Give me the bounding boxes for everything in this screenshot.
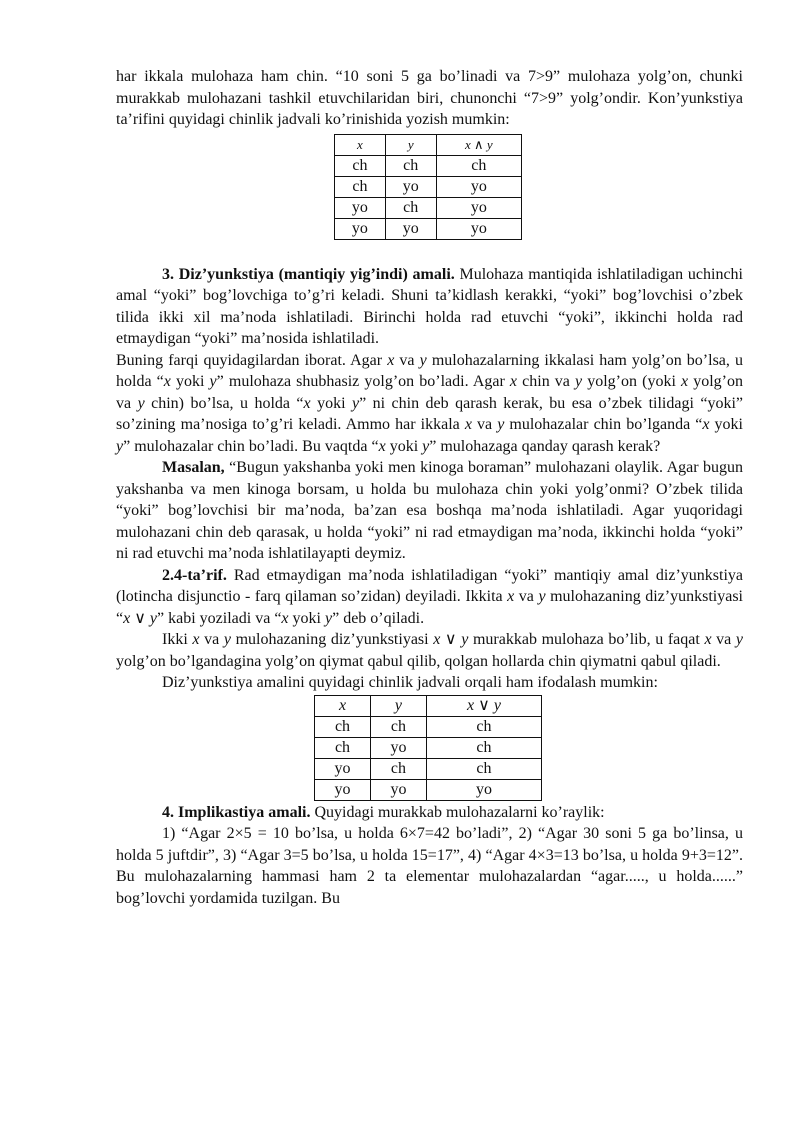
var-y: y [324,609,333,627]
definition-paragraph [116,565,743,630]
table-cell: yo [436,218,521,239]
text: mulohazaning diz’yunkstiyasi “ [116,588,743,627]
text: ” mulohazalar chin bo’ladi. Bu vaqtda “ [123,437,379,455]
table-cell: yo [436,176,521,197]
var-x: x [464,416,472,433]
table-cell: ch [426,758,541,779]
text: chin va [517,373,576,390]
var-x: x [387,351,395,369]
disjunction-explanation [116,629,743,672]
text: chin) bo’lsa, u holda “ [144,394,304,412]
document-page [116,66,743,909]
text: va [394,351,420,369]
table-cell: ch [370,716,426,737]
table-cell: ch [426,737,541,758]
table-cell: ch [335,155,386,176]
text: ” kabi yoziladi va “ [157,609,282,627]
section-3-text: Mulohaza mantiqida ishlatiladigan uchinchi amal “yoki” bog’lovchiga to’g’ri keladi. Shuni ta’kidlash kerakki, “yoki” bog’lovchisi o’zbek tilida ikki xil ma’noda ishlatiladi. Birinchi holda rad etuvchi “yoki”, ikkinchi holda rad etmaydigan “yoki” ma’nosida ishlatiladi. [116,265,743,347]
var-y: y [116,437,124,455]
definition-label: 2.4-ta’rif. [162,566,227,584]
section-4-examples: 1) “Agar 2×5 = 10 bo’lsa, u holda 6×7=42 bo’ladi”, 2) “Agar 30 soni 5 ga bo’linsa, u holda 5 juftdir”, 3) “Agar 3=5 bo’lsa, u holda 15=17”, 4) “Agar 4×3=13 bo’lsa, u holda 9+3=12”. Bu mulohazalarning hammasi ham 2 ta elementar mulohazalardan “agar....., u holda......” bog’lovchi yordamida tuzilgan. Bu [116,825,743,907]
text: yoki [709,416,743,433]
table-header: x ∨ y [426,695,541,716]
text: Ikki [162,631,193,648]
table-header: x [335,134,386,155]
table-cell: ch [335,176,386,197]
text: yolg’on bo’lgandagina yolg’on qiymat qabul qilib, qolgan hollarda chin qiymatni qabul qiladi. [116,652,721,670]
text: ” deb o’qiladi. [332,609,425,627]
text: va [514,588,539,605]
table-cell: ch [385,155,436,176]
text: yolg’on va [116,373,744,412]
table-row [335,176,522,197]
table-cell: yo [315,779,371,800]
section-3-heading: 3. Diz’yunkstiya (mantiqiy yig’indi) amali. [162,265,455,283]
text: mulohazalarning ikkalasi ham yolg’on bo’lsa, u holda “ [116,351,743,390]
text: va [711,631,736,648]
table-row [335,155,522,176]
text: mulohazalar chin bo’lganda “ [504,416,703,433]
table-row [335,218,522,239]
table-cell: yo [426,779,541,800]
var-y: y [422,437,430,455]
var-y: y [497,416,505,433]
var-y: y [352,394,360,412]
disjunction-truth-table [314,695,542,801]
text: yoki [310,394,352,412]
table-header: y [385,134,436,155]
var-x: x [163,373,171,390]
table-cell: ch [426,716,541,737]
var-y: y [419,351,427,369]
var-y: y [223,631,231,648]
table-cell: ch [315,716,371,737]
example-paragraph [116,457,743,565]
text: yolg’on (yoki [582,373,682,390]
section-4-text: Quyidagi murakkab mulohazalarni ko’raylik: [310,803,605,821]
section-4-heading: 4. Implikastiya amali. [162,803,311,821]
table-row [315,737,542,758]
conjunction-truth-table [334,134,522,240]
table-cell: yo [315,758,371,779]
example-text: “Bugun yakshanba yoki men kinoga boraman” mulohazani olaylik. Agar bugun yakshanba va men kinoga borsam, u holda bu mulohaza chin yoki yolg’onmi? O’zbek tilida “yoki” bog’lovchisi bir ma’noda, ba’zan esa boshqa ma’noda ishlatiladi. Agar yuqoridagi mulohazani chin deb qarasak, u holda “yoki” ni rad etmaydigan ma’noda, ikkinchi holda “yoki” ni rad etuvchi ma’noda ishlatilayapti deymiz. [116,459,743,562]
text: mulohazaning diz’yunkstiyasi [230,631,434,648]
table-cell: yo [370,737,426,758]
var-x: x [378,437,386,455]
var-x: x [681,373,689,390]
table-cell: yo [370,779,426,800]
table-row [315,758,542,779]
text: ” mulohaza shubhasiz yolg’on bo’ladi. Agar [216,373,510,390]
section-3-paragraph [116,264,743,350]
paragraph-conjunction-intro: har ikkala mulohaza ham chin. “10 soni 5 ga bo’linadi va 7>9” mulohaza yolg’on, chunki murakkab mulohazani tashkil etuvchilaridan biri, chunonchi “7>9” yolg’ondir. Kon’yunkstiya ta’rifini quyidagi chinlik jadvali ko’rinishida yozish mumkin: [116,68,743,128]
var-y: y [538,588,546,605]
table-cell: yo [436,197,521,218]
var-x: x [303,394,311,412]
text: Rad etmaydigan ma’noda ishlatiladigan “yoki” mantiqiy amal diz’yunkstiya (lotincha disjunctio - farq qilaman so’zidan) deyiladi. Ikkita [116,566,743,605]
table-cell: ch [315,737,371,758]
var-y: y [735,631,744,648]
disjunction-formula: x ∨ y [123,609,158,627]
section-4-paragraph [116,802,743,824]
text: ” ni chin deb qarash kerak, bu esa o’zbek tilidagi “yoki” so’zining ma’nosiga to’g’ri keladi. Ammo har ikkala [116,394,744,433]
table-header: y [370,695,426,716]
text: va [199,631,224,648]
table-cell: yo [335,197,386,218]
text: yoki [288,609,325,627]
paragraph-difference [116,350,743,458]
text: murakkab mulohaza bo’lib, u faqat [468,631,705,648]
disjunction-formula: x ∨ y [433,631,469,648]
table-cell: yo [335,218,386,239]
var-x: x [704,631,712,648]
text: ” mulohazaga qanday qarash kerak? [429,437,661,455]
text: yoki [385,437,423,455]
text: yoki [170,373,210,390]
table-header: x ∧ y [436,134,521,155]
text: va [471,416,498,433]
table2-intro: Diz’yunkstiya amalini quyidagi chinlik jadvali orqali ham ifodalash mumkin: [162,674,658,691]
example-label: Masalan, [162,459,225,476]
text: Buning farqi quyidagilardan iborat. Agar [116,351,388,369]
var-y: y [575,373,583,390]
table-cell: ch [436,155,521,176]
var-x: x [507,588,515,605]
table-row [315,716,542,737]
table-row [315,779,542,800]
var-x: x [702,416,710,433]
table-cell: yo [385,218,436,239]
var-y: y [209,373,217,390]
table-row [335,197,522,218]
table-cell: ch [385,197,436,218]
table-cell: ch [370,758,426,779]
table-header: x [315,695,371,716]
var-x: x [192,631,200,648]
var-x: x [509,373,518,390]
var-x: x [281,609,289,627]
var-y: y [137,394,145,412]
table-cell: yo [385,176,436,197]
